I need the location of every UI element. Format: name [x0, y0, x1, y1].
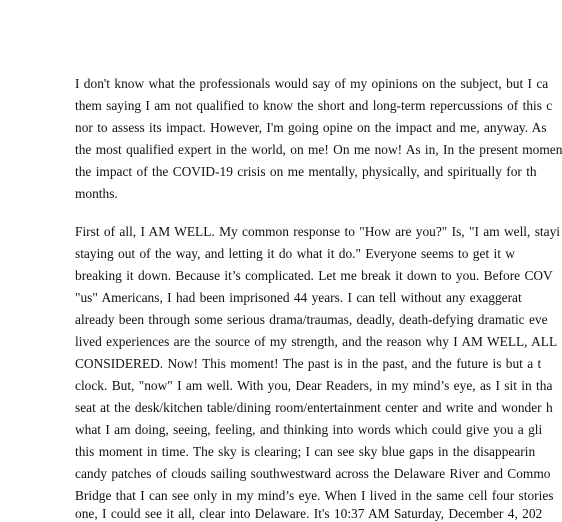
paragraph-2-line-12: candy patches of clouds sailing southwestward across the Delaware River and Commo	[75, 466, 551, 481]
paragraph-2-line-4: "us" Americans, I had been imprisoned 44 years. I can tell without any exaggerat	[75, 290, 522, 305]
paragraph-2-line-3: breaking it down. Because it’s complicated. Let me break it down to you. Before COV	[75, 268, 553, 283]
paragraph-2-line-8: clock. But, "now" I am well. With you, Dear Readers, in my mind’s eye, as I sit in tha	[75, 378, 553, 393]
paragraph-1-line-3: nor to assess its impact. However, I'm going opine on the impact and me, anyway. As	[75, 120, 547, 135]
paragraph-2-line-11: this moment in time. The sky is clearing; I can see sky blue gaps in the disappearin	[75, 444, 536, 459]
paragraph-2-line-9: seat at the desk/kitchen table/dining room/entertainment center and write and wonder h	[75, 400, 553, 415]
paragraph-1-line-4: the most qualified expert in the world, on me! On me now! As in, In the present momen	[75, 142, 562, 157]
paragraph-1-line-2: them saying I am not qualified to know the short and long-term repercussions of this c	[75, 98, 553, 113]
paragraph-2-line-13: Bridge that I can see only in my mind’s eye. When I lived in the same cell four stories	[75, 488, 554, 503]
paragraph-1-line-1: I don't know what the professionals would say of my opinions on the subject, but I ca	[75, 76, 549, 91]
paragraph-2-line-1: First of all, I AM WELL. My common response to "How are you?" Is, "I am well, stayi	[75, 224, 561, 239]
paragraph-2-line-2: staying out of the way, and letting it do what it do." Everyone seems to get it w	[75, 246, 515, 261]
paragraph-2-line-7: CONSIDERED. Now! This moment! The past is in the past, and the future is but a t	[75, 356, 542, 371]
paragraph-2-line-14: one, I could see it all, clear into Delaware. It's 10:37 AM Saturday, December 4, 202	[75, 506, 543, 521]
paragraph-1-line-6: months.	[75, 186, 118, 201]
paragraph-2-line-5: already been through some serious drama/traumas, deadly, death-defying dramatic eve	[75, 312, 548, 327]
paragraph-1-line-5: the impact of the COVID-19 crisis on me mentally, physically, and spiritually for th	[75, 164, 537, 179]
paragraph-2-line-6: lived experiences are the source of my strength, and the reason why I AM WELL, ALL	[75, 334, 558, 349]
paragraph-2-line-10: what I am doing, seeing, feeling, and thinking into words which could give you a gli	[75, 422, 543, 437]
